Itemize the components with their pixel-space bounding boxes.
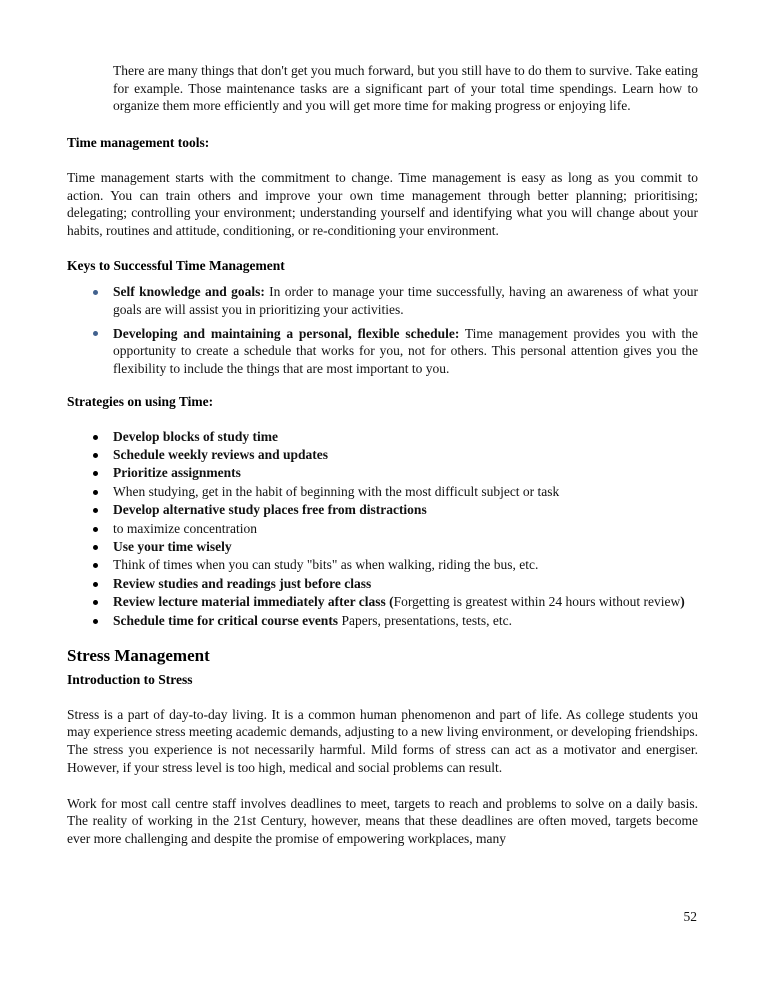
list-item — [67, 556, 698, 574]
bullet-icon — [93, 563, 98, 568]
list-item — [67, 538, 698, 556]
paragraph-intro: There are many things that don't get you much forward, but you still have to do them to survive. Take eating for example. Those maintenance tasks are a significant part of your total time spendings. Learn how to organize them more efficiently and you will get more time for making progress or enjoying life. — [113, 63, 698, 114]
list-item-lead: Review studies and readings just before class — [113, 575, 372, 591]
heading-time-management-tools: Time management tools: — [67, 135, 210, 151]
bullet-icon — [93, 545, 98, 550]
bullet-icon — [93, 290, 98, 295]
heading-introduction-to-stress: Introduction to Stress — [67, 672, 193, 688]
list-item-text: Time management provides you with the opportunity to create a schedule that works for you, not for others. This personal attention gives you the flexibility to include the things that are most important to you. — [113, 325, 699, 377]
list-item-lead: Schedule time for critical course events — [113, 612, 339, 628]
list-item — [67, 501, 698, 519]
bullet-icon — [93, 435, 98, 440]
bullet-icon — [93, 619, 98, 624]
bullet-icon — [93, 582, 98, 587]
keys-list — [67, 283, 698, 378]
list-item — [67, 446, 698, 464]
strategies-list — [67, 428, 698, 630]
list-item — [67, 483, 698, 501]
bullet-icon — [93, 508, 98, 513]
list-item — [67, 428, 698, 446]
heading-stress-management: Stress Management — [67, 646, 210, 666]
bullet-icon — [93, 471, 98, 476]
heading-strategies-on-using-time: Strategies on using Time: — [67, 393, 214, 409]
list-item — [67, 283, 698, 318]
list-item-suffix: ) — [680, 594, 685, 610]
list-item — [67, 464, 698, 482]
list-item-text: Think of times when you can study "bits" as when walking, riding the bus, etc. — [113, 557, 539, 573]
page-number: 52 — [683, 909, 697, 924]
list-item-lead: Review lecture material immediately after class ( — [113, 594, 394, 610]
document-content — [67, 62, 698, 848]
list-item — [67, 325, 698, 378]
list-item-lead: Self knowledge and goals: — [113, 284, 265, 300]
paragraph-call-centre: Work for most call centre staff involves deadlines to meet, targets to reach and problems to solve on a daily basis. The reality of working in the 21st Century, however, means that these deadlines are often moved, targets become ever more challenging and despite the promise of empowering workplaces, many — [67, 795, 698, 846]
list-item-text: In order to manage your time successfully, having an awareness of what your goals are will assist you in prioritizing your activities. — [113, 284, 698, 318]
bullet-icon — [93, 331, 98, 336]
list-item-text: to maximize concentration — [113, 520, 257, 536]
list-item-lead: Prioritize assignments — [113, 465, 241, 481]
list-item-lead: Developing and maintaining a personal, flexible schedule: — [113, 325, 460, 341]
list-item — [67, 575, 698, 593]
list-item-lead: Develop blocks of study time — [113, 428, 278, 444]
list-item-text: Forgetting is greatest within 24 hours without review — [393, 594, 681, 610]
list-item — [67, 593, 698, 611]
list-item-text: When studying, get in the habit of beginning with the most difficult subject or task — [113, 483, 560, 499]
list-item-lead: Schedule weekly reviews and updates — [113, 446, 329, 462]
paragraph-time-management: Time management starts with the commitment to change. Time management is easy as long as you commit to action. You can train others and improve your own time management through better planning; prioritising; delegating; controlling your environment; understanding yourself and identifying what you will change about your habits, routines and attitude, conditioning, or re-conditioning your environment. — [67, 169, 698, 238]
list-item-text: Papers, presentations, tests, etc. — [338, 612, 513, 628]
list-item — [67, 520, 698, 538]
bullet-icon — [93, 490, 98, 495]
paragraph-stress-intro: Stress is a part of day-to-day living. It is a common human phenomenon and part of life. As college students you may experience stress meeting academic demands, adjusting to a new living environment, or developing friendships. The stress you experience is not necessarily harmful. Mild forms of stress can act as a motivator and energiser. However, if your stress level is too high, medical and social problems can result. — [67, 706, 698, 775]
list-item-lead: Develop alternative study places free from distractions — [113, 502, 427, 518]
bullet-icon — [93, 453, 98, 458]
list-item — [67, 612, 698, 630]
heading-keys-to-successful-time-management: Keys to Successful Time Management — [67, 257, 285, 273]
list-item-lead: Use your time wisely — [113, 538, 232, 554]
bullet-icon — [93, 527, 98, 532]
bullet-icon — [93, 600, 98, 605]
